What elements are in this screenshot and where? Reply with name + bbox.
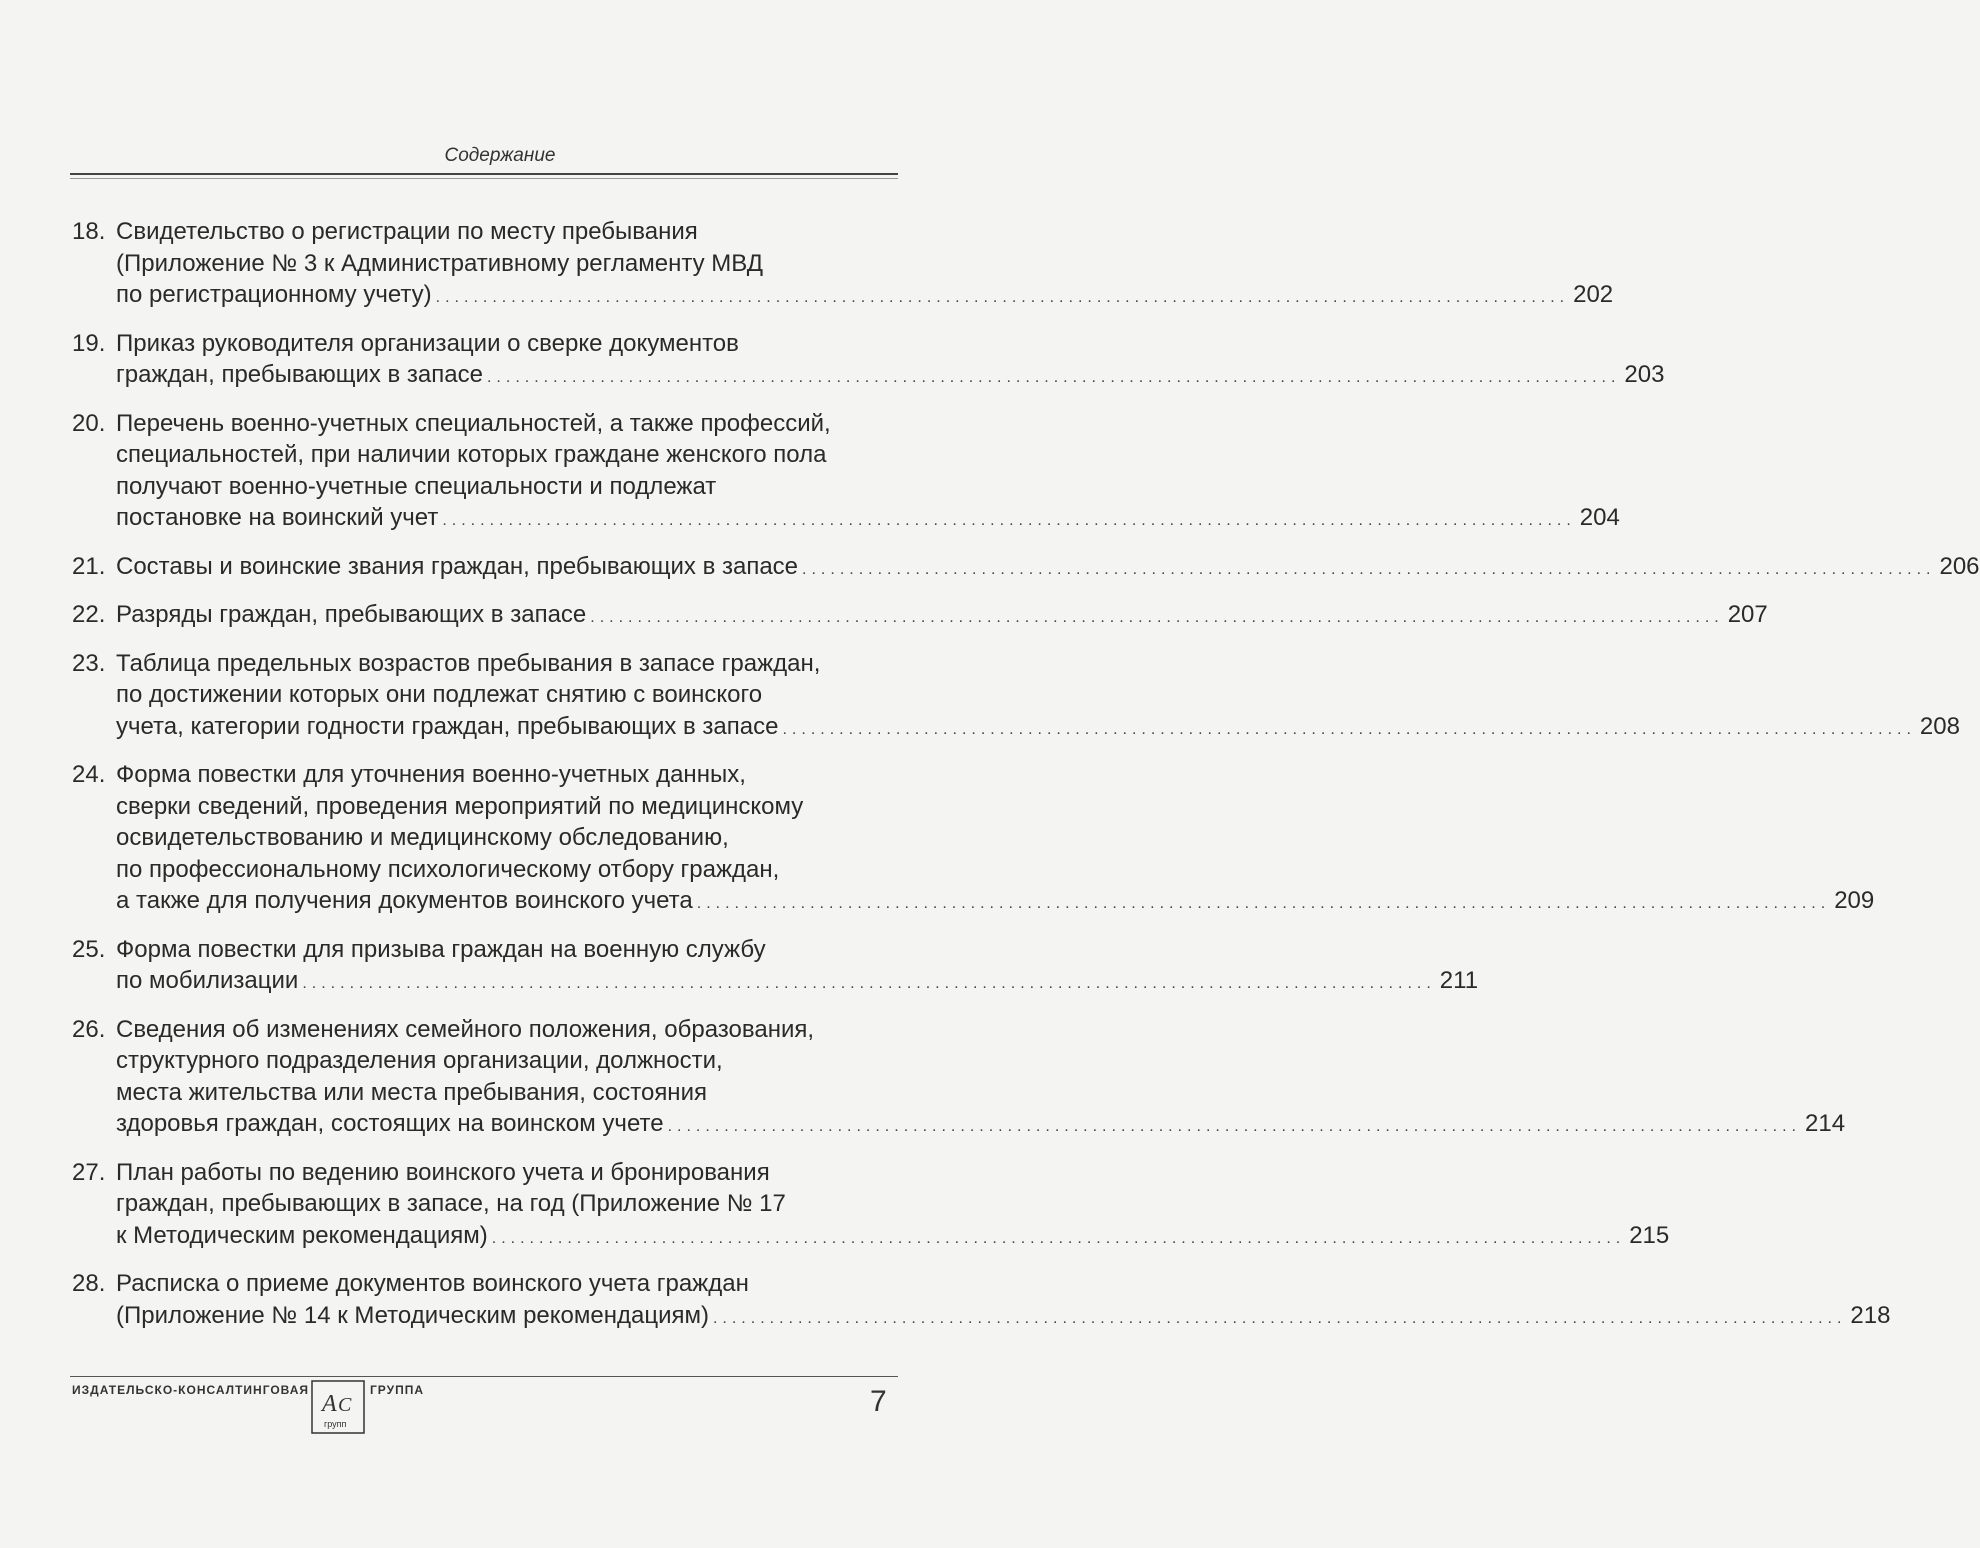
toc-entry	[72, 759, 1875, 920]
toc-entry	[72, 1157, 1670, 1255]
page-header-title: Содержание	[444, 145, 556, 166]
toc-entry-line: учета, категории годности граждан, пребывающих в запасе	[116, 712, 779, 740]
toc-entry-line: Приказ руководителя организации о сверке документов	[116, 329, 739, 357]
toc-entry-line: Форма повестки для уточнения военно-учетных данных,	[116, 761, 746, 788]
publisher-name-right: ГРУППА	[370, 1383, 425, 1397]
dot-leader: ........................................................................................................................	[442, 512, 1576, 529]
toc-entry-number: 19.	[72, 329, 106, 357]
toc-entry-line: по достижении которых они подлежат снятию с воинского	[116, 681, 763, 708]
toc-entry-number: 25.	[72, 935, 106, 963]
dot-leader: ........................................................................................................................	[802, 560, 1936, 578]
toc-entry-page: 207	[1727, 601, 1768, 628]
toc-entry-line: а также для получения документов воинского учета	[116, 887, 693, 914]
toc-entry-line: Таблица предельных возрастов пребывания в запасе граждан,	[116, 649, 821, 677]
svg-text:C: C	[338, 1394, 352, 1416]
toc-entry-line: Составы и воинские звания граждан, пребывающих в запасе	[116, 552, 799, 580]
toc-entry-line: получают военно-учетные специальности и подлежат	[116, 472, 717, 500]
toc-entry-line: (Приложение № 3 к Административному регламенту МВД	[116, 249, 763, 277]
publisher-logo-icon	[310, 1379, 366, 1435]
toc-entry-line: здоровья граждан, состоящих на воинском учете	[116, 1110, 664, 1137]
toc-entry	[72, 1268, 1891, 1334]
toc-entry-page: 209	[1834, 887, 1875, 914]
toc-entry-page: 206	[1939, 552, 1980, 580]
toc-entry-number: 22.	[72, 601, 106, 628]
toc-entry-page: 218	[1850, 1301, 1891, 1329]
dot-leader: ........................................................................................................................	[667, 1118, 1801, 1135]
footer-rule	[70, 1376, 898, 1377]
toc-entry	[72, 648, 1960, 746]
toc-entry-page: 202	[1573, 281, 1614, 308]
toc-entry-line: структурного подразделения организации, должности,	[116, 1047, 723, 1074]
toc-entry-line: граждан, пребывающих в запасе	[116, 361, 483, 388]
toc-entry-page: 203	[1624, 361, 1665, 388]
toc-entry-line: План работы по ведению воинского учета и бронирования	[116, 1158, 770, 1186]
toc-entry-page: 215	[1629, 1221, 1670, 1249]
toc-entry-page: 204	[1579, 504, 1620, 531]
toc-entry-number: 28.	[72, 1270, 106, 1297]
toc-entry-line: Разряды граждан, пребывающих в запасе	[116, 601, 587, 628]
dot-leader: ........................................................................................................................	[712, 1309, 1847, 1327]
toc-entry-number: 23.	[72, 649, 106, 677]
table-of-contents	[72, 216, 1980, 1348]
toc-entry-line: Расписка о приеме документов воинского учета граждан	[116, 1270, 749, 1297]
toc-entry-line: Перечень военно-учетных специальностей, а также профессий,	[116, 409, 831, 437]
page-number: 7	[870, 1385, 887, 1418]
toc-entry-number: 26.	[72, 1015, 106, 1043]
dot-leader: ........................................................................................................................	[435, 289, 1570, 306]
toc-entry-number: 21.	[72, 552, 106, 580]
toc-entry-page: 208	[1919, 712, 1960, 740]
dot-leader: ........................................................................................................................	[590, 609, 1724, 626]
dot-leader: ........................................................................................................................	[782, 720, 1916, 738]
toc-entry	[72, 551, 1980, 586]
toc-entry	[72, 934, 1479, 1000]
toc-entry-line: Форма повестки для призыва граждан на военную службу	[116, 935, 766, 963]
toc-entry-page: 214	[1805, 1110, 1846, 1137]
toc-entry-line: специальностей, при наличии которых граждане женского пола	[116, 441, 827, 468]
toc-entry	[72, 1014, 1846, 1143]
toc-entry-line: по регистрационному учету)	[116, 281, 432, 308]
publisher-name-left: ИЗДАТЕЛЬСКО-КОНСАЛТИНГОВАЯ	[72, 1383, 310, 1397]
dot-leader: ........................................................................................................................	[491, 1229, 1626, 1247]
toc-entry-line: освидетельствованию и медицинскому обследованию,	[116, 824, 729, 851]
svg-text:A: A	[322, 1391, 337, 1417]
dot-leader: ........................................................................................................................	[302, 975, 1436, 992]
toc-entry-line: по мобилизации	[116, 967, 299, 994]
toc-entry-number: 20.	[72, 409, 106, 437]
toc-entry-line: (Приложение № 14 к Методическим рекомендациям)	[116, 1301, 709, 1329]
toc-entry-number: 18.	[72, 218, 106, 245]
toc-entry	[72, 328, 1665, 394]
toc-entry-page: 211	[1439, 967, 1479, 994]
toc-entry-line: Сведения об изменениях семейного положения, образования,	[116, 1015, 815, 1043]
toc-entry	[72, 599, 1768, 634]
svg-text:групп: групп	[324, 1419, 347, 1429]
toc-entry-number: 24.	[72, 761, 106, 788]
toc-entry	[72, 408, 1620, 537]
toc-entry-number: 27.	[72, 1158, 106, 1186]
toc-entry-line: по профессиональному психологическому отбору граждан,	[116, 855, 780, 883]
toc-entry-line: места жительства или места пребывания, состояния	[116, 1078, 707, 1106]
toc-entry	[72, 216, 1614, 314]
toc-entry-line: постановке на воинский учет	[116, 504, 439, 531]
toc-entry-line: сверки сведений, проведения мероприятий по медицинскому	[116, 792, 804, 820]
toc-entry-line: к Методическим рекомендациям)	[116, 1221, 488, 1249]
toc-entry-line: Свидетельство о регистрации по месту пребывания	[116, 218, 698, 245]
toc-entry-line: граждан, пребывающих в запасе, на год (Приложение № 17	[116, 1190, 786, 1217]
dot-leader: ........................................................................................................................	[696, 895, 1831, 912]
dot-leader: ........................................................................................................................	[486, 369, 1621, 386]
header-rule	[70, 173, 898, 179]
